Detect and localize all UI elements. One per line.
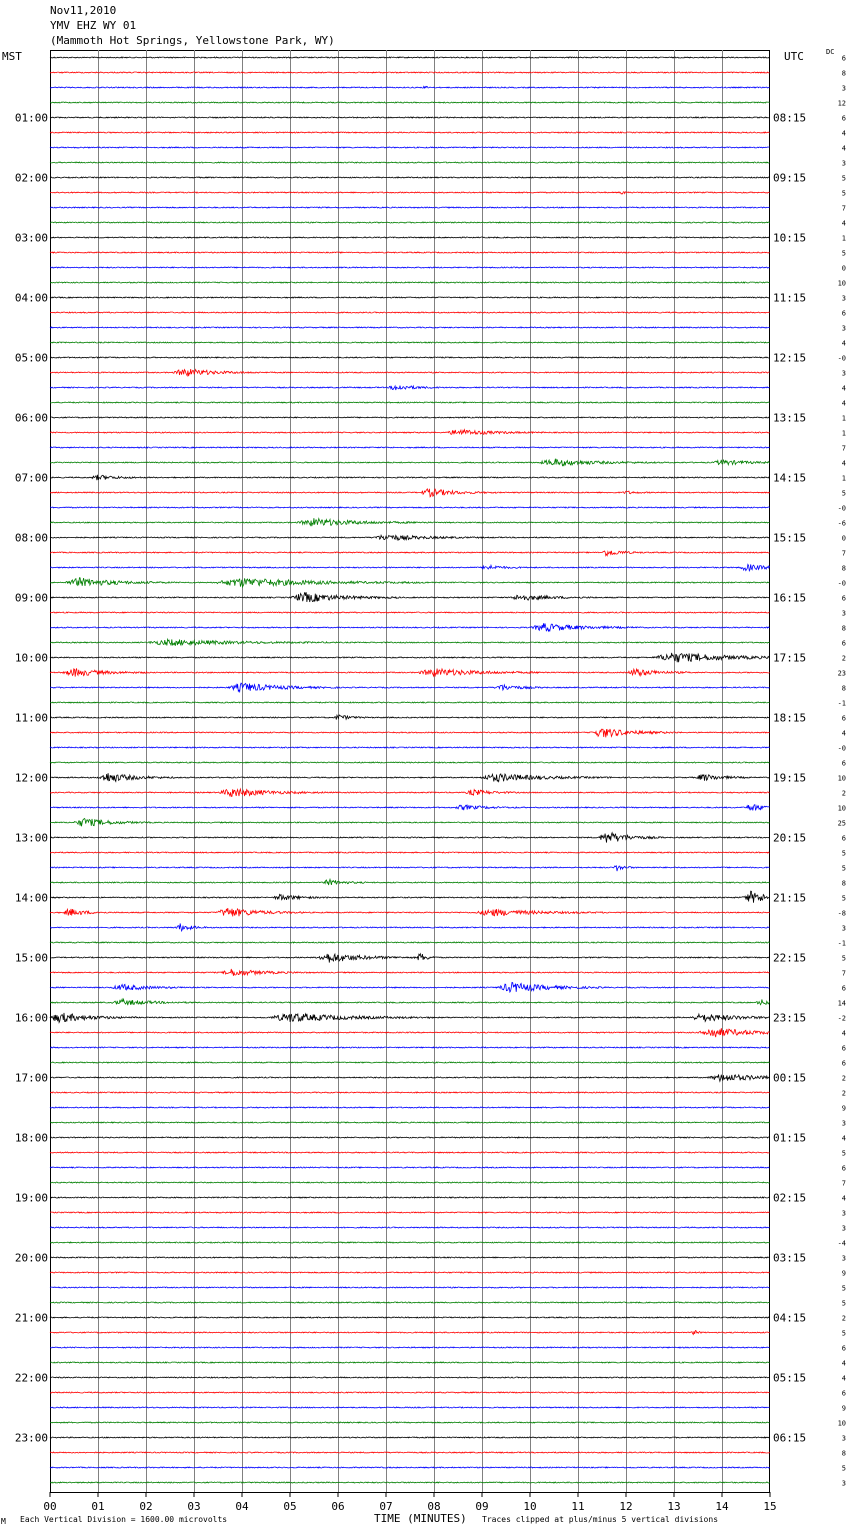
dc-label: DC bbox=[826, 48, 835, 56]
dc-offset-label: 4 bbox=[841, 399, 846, 408]
trace-line bbox=[50, 312, 770, 313]
trace-line bbox=[50, 833, 770, 843]
trace-line bbox=[50, 564, 770, 570]
x-tick-label: 03 bbox=[187, 1500, 201, 1513]
right-hour-label: 17:15 bbox=[773, 651, 807, 665]
seismic-traces bbox=[50, 57, 770, 1483]
left-hour-label: 20:00 bbox=[14, 1251, 48, 1265]
left-hour-label: 11:00 bbox=[14, 711, 48, 725]
dc-offset-label: 5 bbox=[841, 849, 846, 858]
right-hour-label: 10:15 bbox=[773, 231, 807, 245]
dc-offset-label: 5 bbox=[841, 864, 846, 873]
trace-line bbox=[50, 86, 770, 88]
trace-line bbox=[50, 475, 770, 480]
trace-line bbox=[50, 762, 770, 763]
dc-offset-label: 10 bbox=[837, 1419, 846, 1428]
dc-offset-label: 8 bbox=[841, 1449, 846, 1458]
dc-offset-label: -4 bbox=[837, 1239, 846, 1248]
dc-offset-label: 6 bbox=[841, 639, 846, 648]
dc-offset-label: 3 bbox=[841, 294, 846, 303]
left-hour-label: 13:00 bbox=[14, 831, 48, 845]
dc-offset-label: 1 bbox=[841, 414, 846, 423]
trace-line bbox=[50, 1013, 770, 1023]
trace-line bbox=[50, 1272, 770, 1273]
x-tick-label: 08 bbox=[427, 1500, 441, 1513]
dc-offset-label: -0 bbox=[837, 504, 846, 513]
dc-offset-label: 6 bbox=[841, 834, 846, 843]
x-tick-label: 04 bbox=[235, 1500, 249, 1513]
trace-line bbox=[50, 805, 770, 811]
trace-line bbox=[50, 653, 770, 662]
trace-line bbox=[50, 430, 770, 435]
dc-offset-label: 5 bbox=[841, 189, 846, 198]
trace-line bbox=[50, 999, 770, 1005]
left-timezone: MST bbox=[2, 50, 22, 63]
trace-line bbox=[50, 459, 770, 466]
trace-line bbox=[50, 252, 770, 253]
trace-line bbox=[50, 132, 770, 133]
trace-line bbox=[50, 507, 770, 508]
right-hour-label: 04:15 bbox=[773, 1311, 807, 1325]
clip-note: Traces clipped at plus/minus 5 vertical divisions bbox=[482, 1515, 719, 1524]
trace-line bbox=[50, 357, 770, 358]
dc-offset-label: 4 bbox=[841, 1374, 846, 1383]
trace-line bbox=[50, 923, 770, 931]
x-tick-label: 10 bbox=[523, 1500, 537, 1513]
trace-line bbox=[50, 1407, 770, 1408]
dc-offset-label: 5 bbox=[841, 1149, 846, 1158]
dc-offset-label: 3 bbox=[841, 1479, 846, 1488]
trace-line bbox=[50, 535, 770, 540]
dc-offset-label: 4 bbox=[841, 1029, 846, 1038]
dc-offset-label: -2 bbox=[837, 1014, 846, 1023]
dc-offset-label: -0 bbox=[837, 354, 846, 363]
dc-offset-label: 3 bbox=[841, 84, 846, 93]
right-hour-label: 16:15 bbox=[773, 591, 807, 605]
trace-line bbox=[50, 789, 770, 796]
dc-offset-label: 1 bbox=[841, 429, 846, 438]
trace-line bbox=[50, 237, 770, 238]
header-date: Nov11,2010 bbox=[50, 4, 117, 17]
trace-line bbox=[50, 866, 770, 871]
dc-offset-label: 5 bbox=[841, 489, 846, 498]
dc-offset-label: 9 bbox=[841, 1269, 846, 1278]
dc-offset-label: 6 bbox=[841, 54, 846, 63]
dc-offset-label: 6 bbox=[841, 984, 846, 993]
dc-offset-label: 4 bbox=[841, 339, 846, 348]
dc-offset-label: 7 bbox=[841, 549, 846, 558]
x-tick-label: 07 bbox=[379, 1500, 393, 1513]
left-hour-label: 21:00 bbox=[14, 1311, 48, 1325]
trace-line bbox=[50, 683, 770, 692]
trace-line bbox=[50, 162, 770, 163]
trace-line bbox=[50, 1437, 770, 1438]
right-hour-label: 23:15 bbox=[773, 1011, 807, 1025]
dc-offset-label: 3 bbox=[841, 1254, 846, 1263]
dc-offset-label: 3 bbox=[841, 924, 846, 933]
left-hour-label: 09:00 bbox=[14, 591, 48, 605]
dc-offset-label: 3 bbox=[841, 1209, 846, 1218]
right-hour-label: 21:15 bbox=[773, 891, 807, 905]
right-hour-label: 11:15 bbox=[773, 291, 807, 305]
x-tick-label: 11 bbox=[571, 1500, 585, 1513]
dc-offset-label: 4 bbox=[841, 219, 846, 228]
dc-offset-label: 6 bbox=[841, 1059, 846, 1068]
trace-line bbox=[50, 1331, 770, 1335]
trace-line bbox=[50, 1362, 770, 1363]
trace-line bbox=[50, 1287, 770, 1288]
trace-line bbox=[50, 1092, 770, 1093]
dc-offset-label: 3 bbox=[841, 1119, 846, 1128]
footer-mark: M bbox=[1, 1517, 6, 1526]
trace-line bbox=[50, 1422, 770, 1423]
x-tick-label: 15 bbox=[763, 1500, 777, 1513]
dc-offset-label: 6 bbox=[841, 1044, 846, 1053]
trace-line bbox=[50, 747, 770, 748]
dc-offset-label: -1 bbox=[837, 939, 846, 948]
trace-line bbox=[50, 1047, 770, 1048]
trace-line bbox=[50, 1212, 770, 1213]
x-tick-label: 06 bbox=[331, 1500, 345, 1513]
dc-offset-label: 4 bbox=[841, 384, 846, 393]
trace-line bbox=[50, 327, 770, 328]
dc-offset-label: 2 bbox=[841, 1074, 846, 1083]
trace-line bbox=[50, 1467, 770, 1468]
dc-offset-label: 2 bbox=[841, 1089, 846, 1098]
trace-line bbox=[50, 1062, 770, 1063]
trace-line bbox=[50, 578, 770, 587]
trace-line bbox=[50, 1152, 770, 1153]
dc-offset-label: 0 bbox=[841, 534, 846, 543]
dc-offset-label: 4 bbox=[841, 729, 846, 738]
left-hour-label: 12:00 bbox=[14, 771, 48, 785]
dc-offset-label: -0 bbox=[837, 744, 846, 753]
trace-line bbox=[50, 668, 770, 676]
dc-offset-label: 8 bbox=[841, 879, 846, 888]
trace-line bbox=[50, 773, 770, 781]
trace-line bbox=[50, 639, 770, 646]
dc-offset-label: 9 bbox=[841, 1104, 846, 1113]
header-location: (Mammoth Hot Springs, Yellowstone Park, WY) bbox=[50, 34, 335, 47]
right-hour-label: 03:15 bbox=[773, 1251, 807, 1265]
axis-labels bbox=[15, 55, 846, 1514]
x-axis-title: TIME (MINUTES) bbox=[374, 1512, 467, 1525]
left-hour-label: 17:00 bbox=[14, 1071, 48, 1085]
dc-offset-label: 7 bbox=[841, 204, 846, 213]
left-hour-label: 08:00 bbox=[14, 531, 48, 545]
trace-line bbox=[50, 177, 770, 178]
trace-line bbox=[50, 342, 770, 343]
left-hour-label: 15:00 bbox=[14, 951, 48, 965]
trace-line bbox=[50, 222, 770, 223]
dc-offset-label: 4 bbox=[841, 144, 846, 153]
dc-offset-label: 10 bbox=[837, 774, 846, 783]
dc-offset-label: 23 bbox=[837, 669, 846, 678]
trace-line bbox=[50, 1182, 770, 1183]
dc-offset-label: 7 bbox=[841, 1179, 846, 1188]
dc-offset-label: 3 bbox=[841, 324, 846, 333]
x-tick-label: 00 bbox=[43, 1500, 57, 1513]
right-hour-label: 18:15 bbox=[773, 711, 807, 725]
dc-offset-label: 6 bbox=[841, 1164, 846, 1173]
header-station: YMV EHZ WY 01 bbox=[50, 19, 137, 32]
dc-offset-label: 8 bbox=[841, 684, 846, 693]
trace-line bbox=[50, 447, 770, 448]
left-hour-label: 05:00 bbox=[14, 351, 48, 365]
trace-line bbox=[50, 369, 770, 376]
trace-line bbox=[50, 942, 770, 943]
x-tick-label: 12 bbox=[619, 1500, 633, 1513]
dc-offset-label: 5 bbox=[841, 954, 846, 963]
left-hour-label: 06:00 bbox=[14, 411, 48, 425]
dc-offset-label: 6 bbox=[841, 594, 846, 603]
right-hour-label: 06:15 bbox=[773, 1431, 807, 1445]
trace-line bbox=[50, 1347, 770, 1348]
left-hour-label: 19:00 bbox=[14, 1191, 48, 1205]
dc-offset-label: 3 bbox=[841, 1434, 846, 1443]
trace-line bbox=[50, 1028, 770, 1037]
right-hour-label: 19:15 bbox=[773, 771, 807, 785]
trace-line bbox=[50, 282, 770, 283]
dc-offset-label: 6 bbox=[841, 714, 846, 723]
dc-offset-label: 6 bbox=[841, 114, 846, 123]
left-hour-label: 01:00 bbox=[14, 111, 48, 125]
trace-line bbox=[50, 1075, 770, 1082]
dc-offset-label: 7 bbox=[841, 444, 846, 453]
x-tick-label: 14 bbox=[715, 1500, 729, 1513]
right-hour-label: 13:15 bbox=[773, 411, 807, 425]
right-hour-label: 22:15 bbox=[773, 951, 807, 965]
trace-line bbox=[50, 954, 770, 963]
left-hour-label: 22:00 bbox=[14, 1371, 48, 1385]
trace-line bbox=[50, 147, 770, 148]
trace-line bbox=[50, 551, 770, 556]
left-hour-label: 02:00 bbox=[14, 171, 48, 185]
trace-line bbox=[50, 386, 770, 390]
dc-offset-label: 5 bbox=[841, 1329, 846, 1338]
left-hour-label: 10:00 bbox=[14, 651, 48, 665]
trace-line bbox=[50, 715, 770, 720]
trace-line bbox=[50, 729, 770, 737]
right-hour-label: 12:15 bbox=[773, 351, 807, 365]
trace-line bbox=[50, 57, 770, 58]
right-timezone: UTC bbox=[784, 50, 804, 63]
dc-offset-label: 5 bbox=[841, 174, 846, 183]
trace-line bbox=[50, 297, 770, 298]
left-hour-label: 23:00 bbox=[14, 1431, 48, 1445]
dc-offset-label: 5 bbox=[841, 249, 846, 258]
trace-line bbox=[50, 1377, 770, 1378]
trace-line bbox=[50, 1482, 770, 1483]
right-hour-label: 15:15 bbox=[773, 531, 807, 545]
right-hour-label: 08:15 bbox=[773, 111, 807, 125]
dc-offset-label: 12 bbox=[837, 99, 846, 108]
dc-offset-label: 4 bbox=[841, 459, 846, 468]
trace-line bbox=[50, 702, 770, 703]
trace-line bbox=[50, 623, 770, 631]
trace-line bbox=[50, 117, 770, 118]
dc-offset-label: -8 bbox=[837, 909, 846, 918]
trace-line bbox=[50, 879, 770, 885]
dc-offset-label: 8 bbox=[841, 564, 846, 573]
trace-line bbox=[50, 1242, 770, 1243]
x-tick-label: 05 bbox=[283, 1500, 297, 1513]
right-hour-label: 05:15 bbox=[773, 1371, 807, 1385]
trace-line bbox=[50, 1122, 770, 1123]
trace-line bbox=[50, 192, 770, 194]
trace-line bbox=[50, 1197, 770, 1198]
dc-offset-label: 10 bbox=[837, 804, 846, 813]
trace-line bbox=[50, 612, 770, 613]
right-hour-label: 02:15 bbox=[773, 1191, 807, 1205]
dc-offset-label: 8 bbox=[841, 69, 846, 78]
dc-offset-label: 4 bbox=[841, 1134, 846, 1143]
trace-line bbox=[50, 102, 770, 103]
dc-offset-label: 2 bbox=[841, 789, 846, 798]
dc-offset-label: 6 bbox=[841, 309, 846, 318]
dc-offset-label: 5 bbox=[841, 1299, 846, 1308]
dc-offset-label: 8 bbox=[841, 624, 846, 633]
trace-line bbox=[50, 969, 770, 976]
x-tick-label: 01 bbox=[91, 1500, 105, 1513]
right-hour-label: 14:15 bbox=[773, 471, 807, 485]
trace-line bbox=[50, 417, 770, 418]
trace-line bbox=[50, 982, 770, 992]
dc-offset-label: 10 bbox=[837, 279, 846, 288]
dc-offset-label: 3 bbox=[841, 1224, 846, 1233]
plot-frame bbox=[51, 51, 770, 1493]
scale-note: Each Vertical Division = 1600.00 microvolts bbox=[20, 1515, 228, 1524]
trace-line bbox=[50, 1452, 770, 1453]
left-hour-label: 04:00 bbox=[14, 291, 48, 305]
dc-offset-label: 4 bbox=[841, 1194, 846, 1203]
trace-line bbox=[50, 1167, 770, 1168]
trace-line bbox=[50, 402, 770, 403]
trace-line bbox=[50, 819, 770, 827]
trace-line bbox=[50, 1137, 770, 1138]
trace-line bbox=[50, 518, 770, 526]
dc-offset-label: 4 bbox=[841, 129, 846, 138]
trace-line bbox=[50, 267, 770, 268]
dc-offset-label: 7 bbox=[841, 969, 846, 978]
left-hour-label: 03:00 bbox=[14, 231, 48, 245]
trace-line bbox=[50, 1227, 770, 1228]
trace-line bbox=[50, 489, 770, 497]
trace-line bbox=[50, 891, 770, 903]
dc-offset-label: -6 bbox=[837, 519, 846, 528]
left-hour-label: 14:00 bbox=[14, 891, 48, 905]
dc-offset-label: -1 bbox=[837, 699, 846, 708]
trace-line bbox=[50, 592, 770, 602]
right-hour-label: 09:15 bbox=[773, 171, 807, 185]
dc-offset-label: 25 bbox=[837, 819, 846, 828]
left-hour-label: 07:00 bbox=[14, 471, 48, 485]
dc-offset-label: 6 bbox=[841, 759, 846, 768]
trace-line bbox=[50, 1317, 770, 1318]
dc-offset-label: 3 bbox=[841, 609, 846, 618]
trace-line bbox=[50, 1257, 770, 1258]
trace-line bbox=[50, 1392, 770, 1393]
trace-line bbox=[50, 1302, 770, 1303]
trace-line bbox=[50, 908, 770, 916]
dc-offset-label: 5 bbox=[841, 1464, 846, 1473]
x-tick-label: 02 bbox=[139, 1500, 153, 1513]
dc-offset-label: 9 bbox=[841, 1404, 846, 1413]
dc-offset-label: 6 bbox=[841, 1344, 846, 1353]
minute-grid bbox=[99, 50, 723, 1492]
dc-offset-label: 2 bbox=[841, 654, 846, 663]
x-tick-label: 13 bbox=[667, 1500, 681, 1513]
right-hour-label: 00:15 bbox=[773, 1071, 807, 1085]
dc-offset-label: 1 bbox=[841, 234, 846, 243]
trace-line bbox=[50, 72, 770, 73]
dc-offset-label: 5 bbox=[841, 1284, 846, 1293]
trace-line bbox=[50, 852, 770, 853]
trace-line bbox=[50, 207, 770, 208]
x-tick-label: 09 bbox=[475, 1500, 489, 1513]
right-hour-label: 01:15 bbox=[773, 1131, 807, 1145]
dc-offset-label: 2 bbox=[841, 1314, 846, 1323]
dc-offset-label: 14 bbox=[837, 999, 846, 1008]
left-hour-label: 16:00 bbox=[14, 1011, 48, 1025]
dc-offset-label: 0 bbox=[841, 264, 846, 273]
dc-offset-label: 1 bbox=[841, 474, 846, 483]
dc-offset-label: 5 bbox=[841, 894, 846, 903]
dc-offset-label: 3 bbox=[841, 159, 846, 168]
right-hour-label: 20:15 bbox=[773, 831, 807, 845]
trace-line bbox=[50, 1107, 770, 1108]
dc-offset-label: 3 bbox=[841, 369, 846, 378]
dc-offset-label: 6 bbox=[841, 1389, 846, 1398]
left-hour-label: 18:00 bbox=[14, 1131, 48, 1145]
dc-offset-label: 4 bbox=[841, 1359, 846, 1368]
dc-offset-label: -0 bbox=[837, 579, 846, 588]
